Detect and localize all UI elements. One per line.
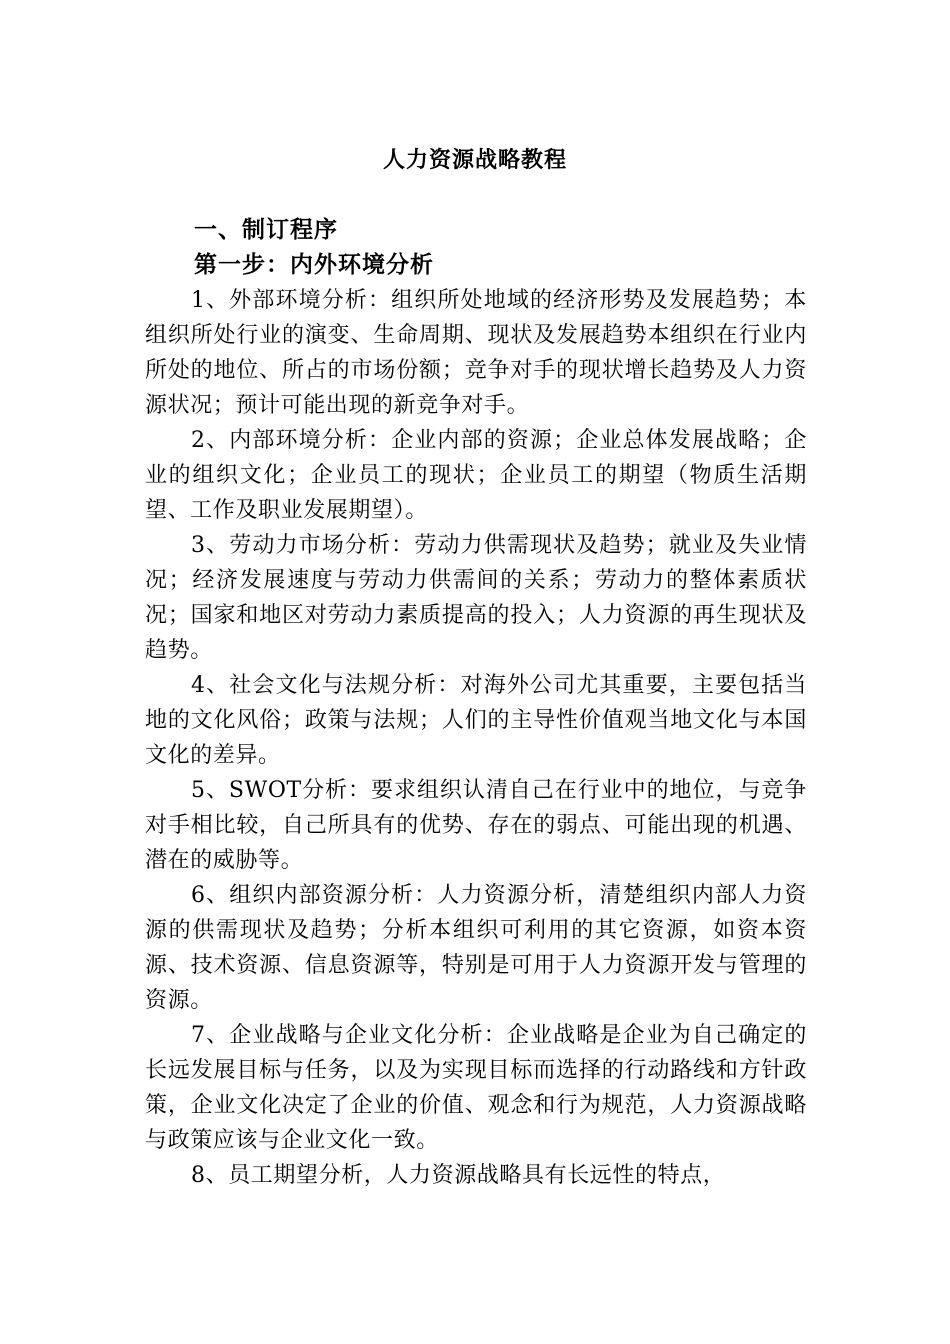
paragraph-internal-resources: 6、组织内部资源分析：人力资源分析，清楚组织内部人力资源的供需现状及趋势；分析本组织可利用的其它资源，如资本资源、技术资源、信息资源等，特别是可用于人力资源开发与管理的资源。 (145, 883, 807, 1013)
section-heading: 一、制订程序 (194, 217, 338, 243)
document-body (145, 283, 807, 1193)
paragraph-external-environment: 1、外部环境分析：组织所处地域的经济形势及发展趋势；本组织所处行业的演变、生命周期、现状及发展趋势本组织在行业内所处的地位、所占的市场份额；竞争对手的现状增长趋势及人力资源状况；预计可能出现的新竞争对手。 (145, 288, 807, 418)
paragraph-strategy-culture: 7、企业战略与企业文化分析：企业战略是企业为自己确定的长远发展目标与任务，以及为实现目标而选择的行动路线和方针政策，企业文化决定了企业的价值、观念和行为规范，人力资源战略与政策应该与企业文化一致。 (145, 1023, 807, 1153)
document-title: 人力资源战略教程 (382, 148, 567, 173)
paragraph-internal-environment: 2、内部环境分析：企业内部的资源；企业总体发展战略；企业的组织文化；企业员工的现状；企业员工的期望（物质生活期望、工作及职业发展期望）。 (145, 428, 807, 523)
paragraph-employee-expectation: 8、员工期望分析，人力资源战略具有长远性的特点， (191, 1163, 726, 1188)
paragraph-swot: 5、SWOT分析：要求组织认清自己在行业中的地位，与竞争对手相比较，自己所具有的优势、存在的弱点、可能出现的机遇、潜在的威胁等。 (145, 778, 807, 873)
paragraph-labor-market: 3、劳动力市场分析：劳动力供需现状及趋势；就业及失业情况；经济发展速度与劳动力供需间的关系；劳动力的整体素质状况；国家和地区对劳动力素质提高的投入；人力资源的再生现状及趋势。 (145, 533, 807, 663)
step-heading: 第一步：内外环境分析 (194, 252, 434, 278)
paragraph-culture-regulation: 4、社会文化与法规分析：对海外公司尤其重要，主要包括当地的文化风俗；政策与法规；人们的主导性价值观当地文化与本国文化的差异。 (145, 673, 807, 768)
